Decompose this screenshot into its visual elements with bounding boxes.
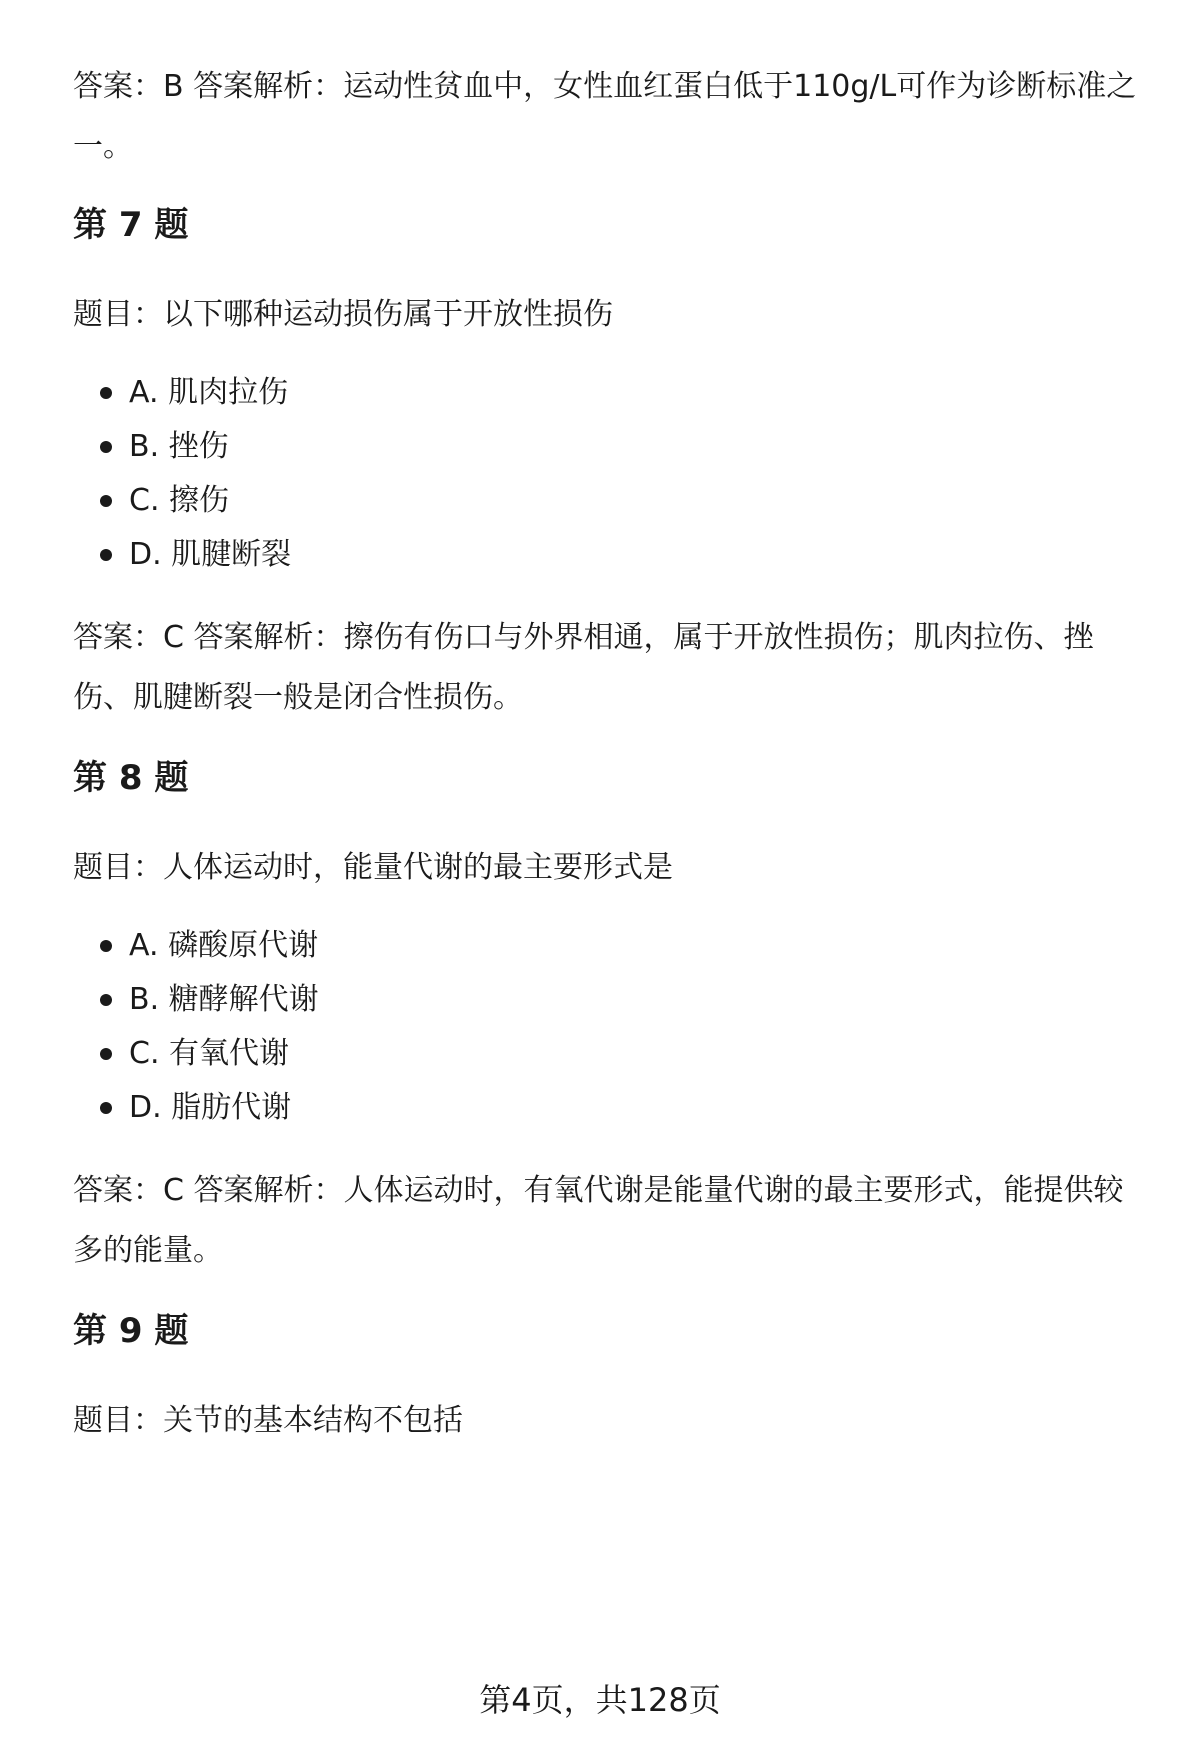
option-label: A. 肌肉拉伤 <box>129 375 289 410</box>
bullet-icon <box>100 940 112 952</box>
page-number-footer: 第4页，共128页 <box>479 1681 721 1719</box>
question-heading-q9: 第 9 题 <box>73 1311 189 1351</box>
answer-explanation-q6: 答案：B 答案解析：运动性贫血中，女性血红蛋白低于110g/L可作为诊断标准之一。 <box>73 69 1137 164</box>
option-q7-b <box>73 425 229 469</box>
bullet-icon <box>100 387 112 399</box>
option-label: C. 有氧代谢 <box>129 1036 290 1071</box>
question-text-q7: 题目：以下哪种运动损伤属于开放性损伤 <box>73 297 613 332</box>
answer-explanation-q7: 答案：C 答案解析：擦伤有伤口与外界相通，属于开放性损伤；肌肉拉伤、挫伤、肌腱断裂一般是闭合性损伤。 <box>73 620 1094 715</box>
option-q8-d <box>73 1086 291 1130</box>
answer-explanation-q8: 答案：C 答案解析：人体运动时，有氧代谢是能量代谢的最主要形式，能提供较多的能量。 <box>73 1173 1124 1268</box>
option-q7-c <box>73 479 229 523</box>
option-label: B. 挫伤 <box>129 429 229 464</box>
option-q8-b <box>73 978 319 1022</box>
option-q7-d <box>73 533 291 577</box>
bullet-icon <box>100 1102 112 1114</box>
option-label: B. 糖酵解代谢 <box>129 982 319 1017</box>
question-heading-q7: 第 7 题 <box>73 205 189 245</box>
question-text-q9: 题目：关节的基本结构不包括 <box>73 1403 463 1438</box>
bullet-icon <box>100 441 112 453</box>
option-label: D. 肌腱断裂 <box>129 537 292 572</box>
option-label: D. 脂肪代谢 <box>129 1090 292 1125</box>
bullet-icon <box>100 495 112 507</box>
bullet-icon <box>100 1048 112 1060</box>
question-heading-q8: 第 8 题 <box>73 758 189 798</box>
option-q8-c <box>73 1032 289 1076</box>
option-q8-a <box>73 924 318 968</box>
option-q7-a <box>73 371 288 415</box>
bullet-icon <box>100 549 112 561</box>
question-text-q8: 题目：人体运动时，能量代谢的最主要形式是 <box>73 850 673 885</box>
option-label: C. 擦伤 <box>129 483 230 518</box>
option-label: A. 磷酸原代谢 <box>129 928 319 963</box>
bullet-icon <box>100 994 112 1006</box>
